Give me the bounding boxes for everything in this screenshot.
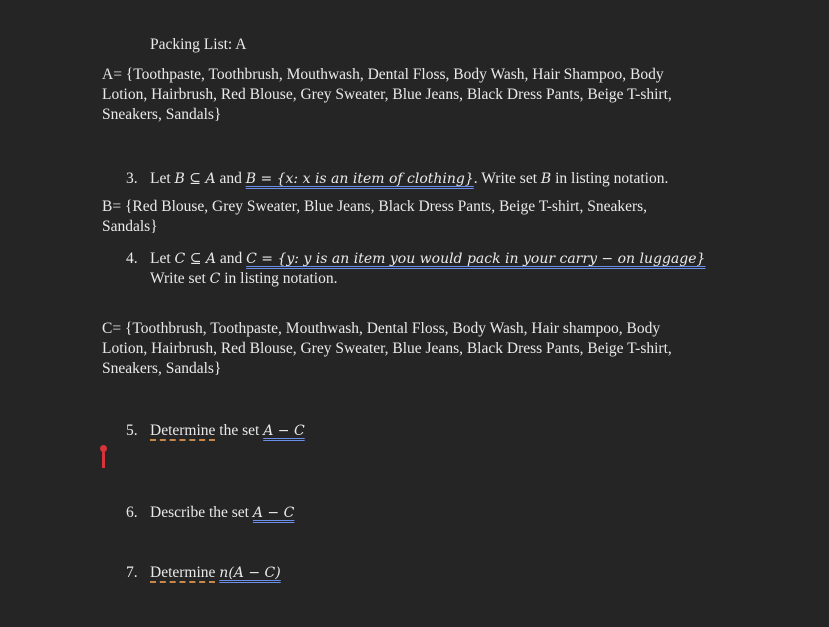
set-b-line-2: Sandals} [102,218,158,235]
question-4-number: 4. [126,250,138,267]
question-5-number: 5. [126,422,138,439]
question-7-number: 7. [126,564,138,581]
question-4-var: C [209,271,221,287]
question-4-line-2 [150,269,337,289]
question-4-line2a: Write set [150,270,210,287]
set-a-line-1: A= {Toothpaste, Toothbrush, Mouthwash, Dental Floss, Body Wash, Hair Shampoo, Body [102,66,664,83]
page-title: Packing List: A [150,36,247,53]
set-a-line-3: Sneakers, Sandals} [102,106,222,123]
question-7-math: n(A − C) [219,565,281,581]
question-4-math-set: C = {y: y is an item you would pack in your carry − on luggage} [246,251,706,267]
question-4-and: and [215,250,247,267]
question-5-word: Determine [150,422,216,439]
question-3-math-subset: B ⊆ A [174,171,216,187]
question-4 [126,249,705,269]
set-c-line-2: Lotion, Hairbrush, Red Blouse, Grey Sweater, Blue Jeans, Black Dress Pants, Beige T-shirt, [102,340,672,357]
set-c-line-1: C= {Toothbrush, Toothpaste, Mouthwash, Dental Floss, Body Wash, Hair shampoo, Body [102,320,661,337]
question-6-math: A − C [252,505,295,521]
question-6-text: Describe the set [150,504,253,521]
set-c-line-3: Sneakers, Sandals} [102,360,222,377]
question-3-let: Let [150,170,175,187]
question-4-let: Let [150,250,175,267]
question-3-and: and [215,170,246,187]
question-6-number: 6. [126,504,138,521]
question-7 [126,563,281,583]
question-3 [126,169,668,189]
question-5-text: the set [215,422,264,439]
question-5 [126,421,305,441]
question-3-number: 3. [126,170,138,187]
question-7-word: Determine [150,564,216,581]
set-b-line-1: B= {Red Blouse, Grey Sweater, Blue Jeans, Black Dress Pants, Beige T-shirt, Sneakers, [102,198,648,215]
question-5-math: A − C [263,423,305,439]
set-a-line-2: Lotion, Hairbrush, Red Blouse, Grey Sweater, Blue Jeans, Black Dress Pants, Beige T-shirt, [102,86,672,103]
question-4-line2b: in listing notation. [220,270,338,287]
question-3-tail2: in listing notation. [551,170,669,187]
question-6 [126,503,294,523]
comment-marker[interactable] [102,446,105,468]
question-3-var: B [540,171,552,187]
question-3-tail: . Write set [473,170,541,187]
question-3-math-set: B = {x: x is an item of clothing} [245,171,474,187]
question-4-math-subset: C ⊆ A [174,251,216,267]
